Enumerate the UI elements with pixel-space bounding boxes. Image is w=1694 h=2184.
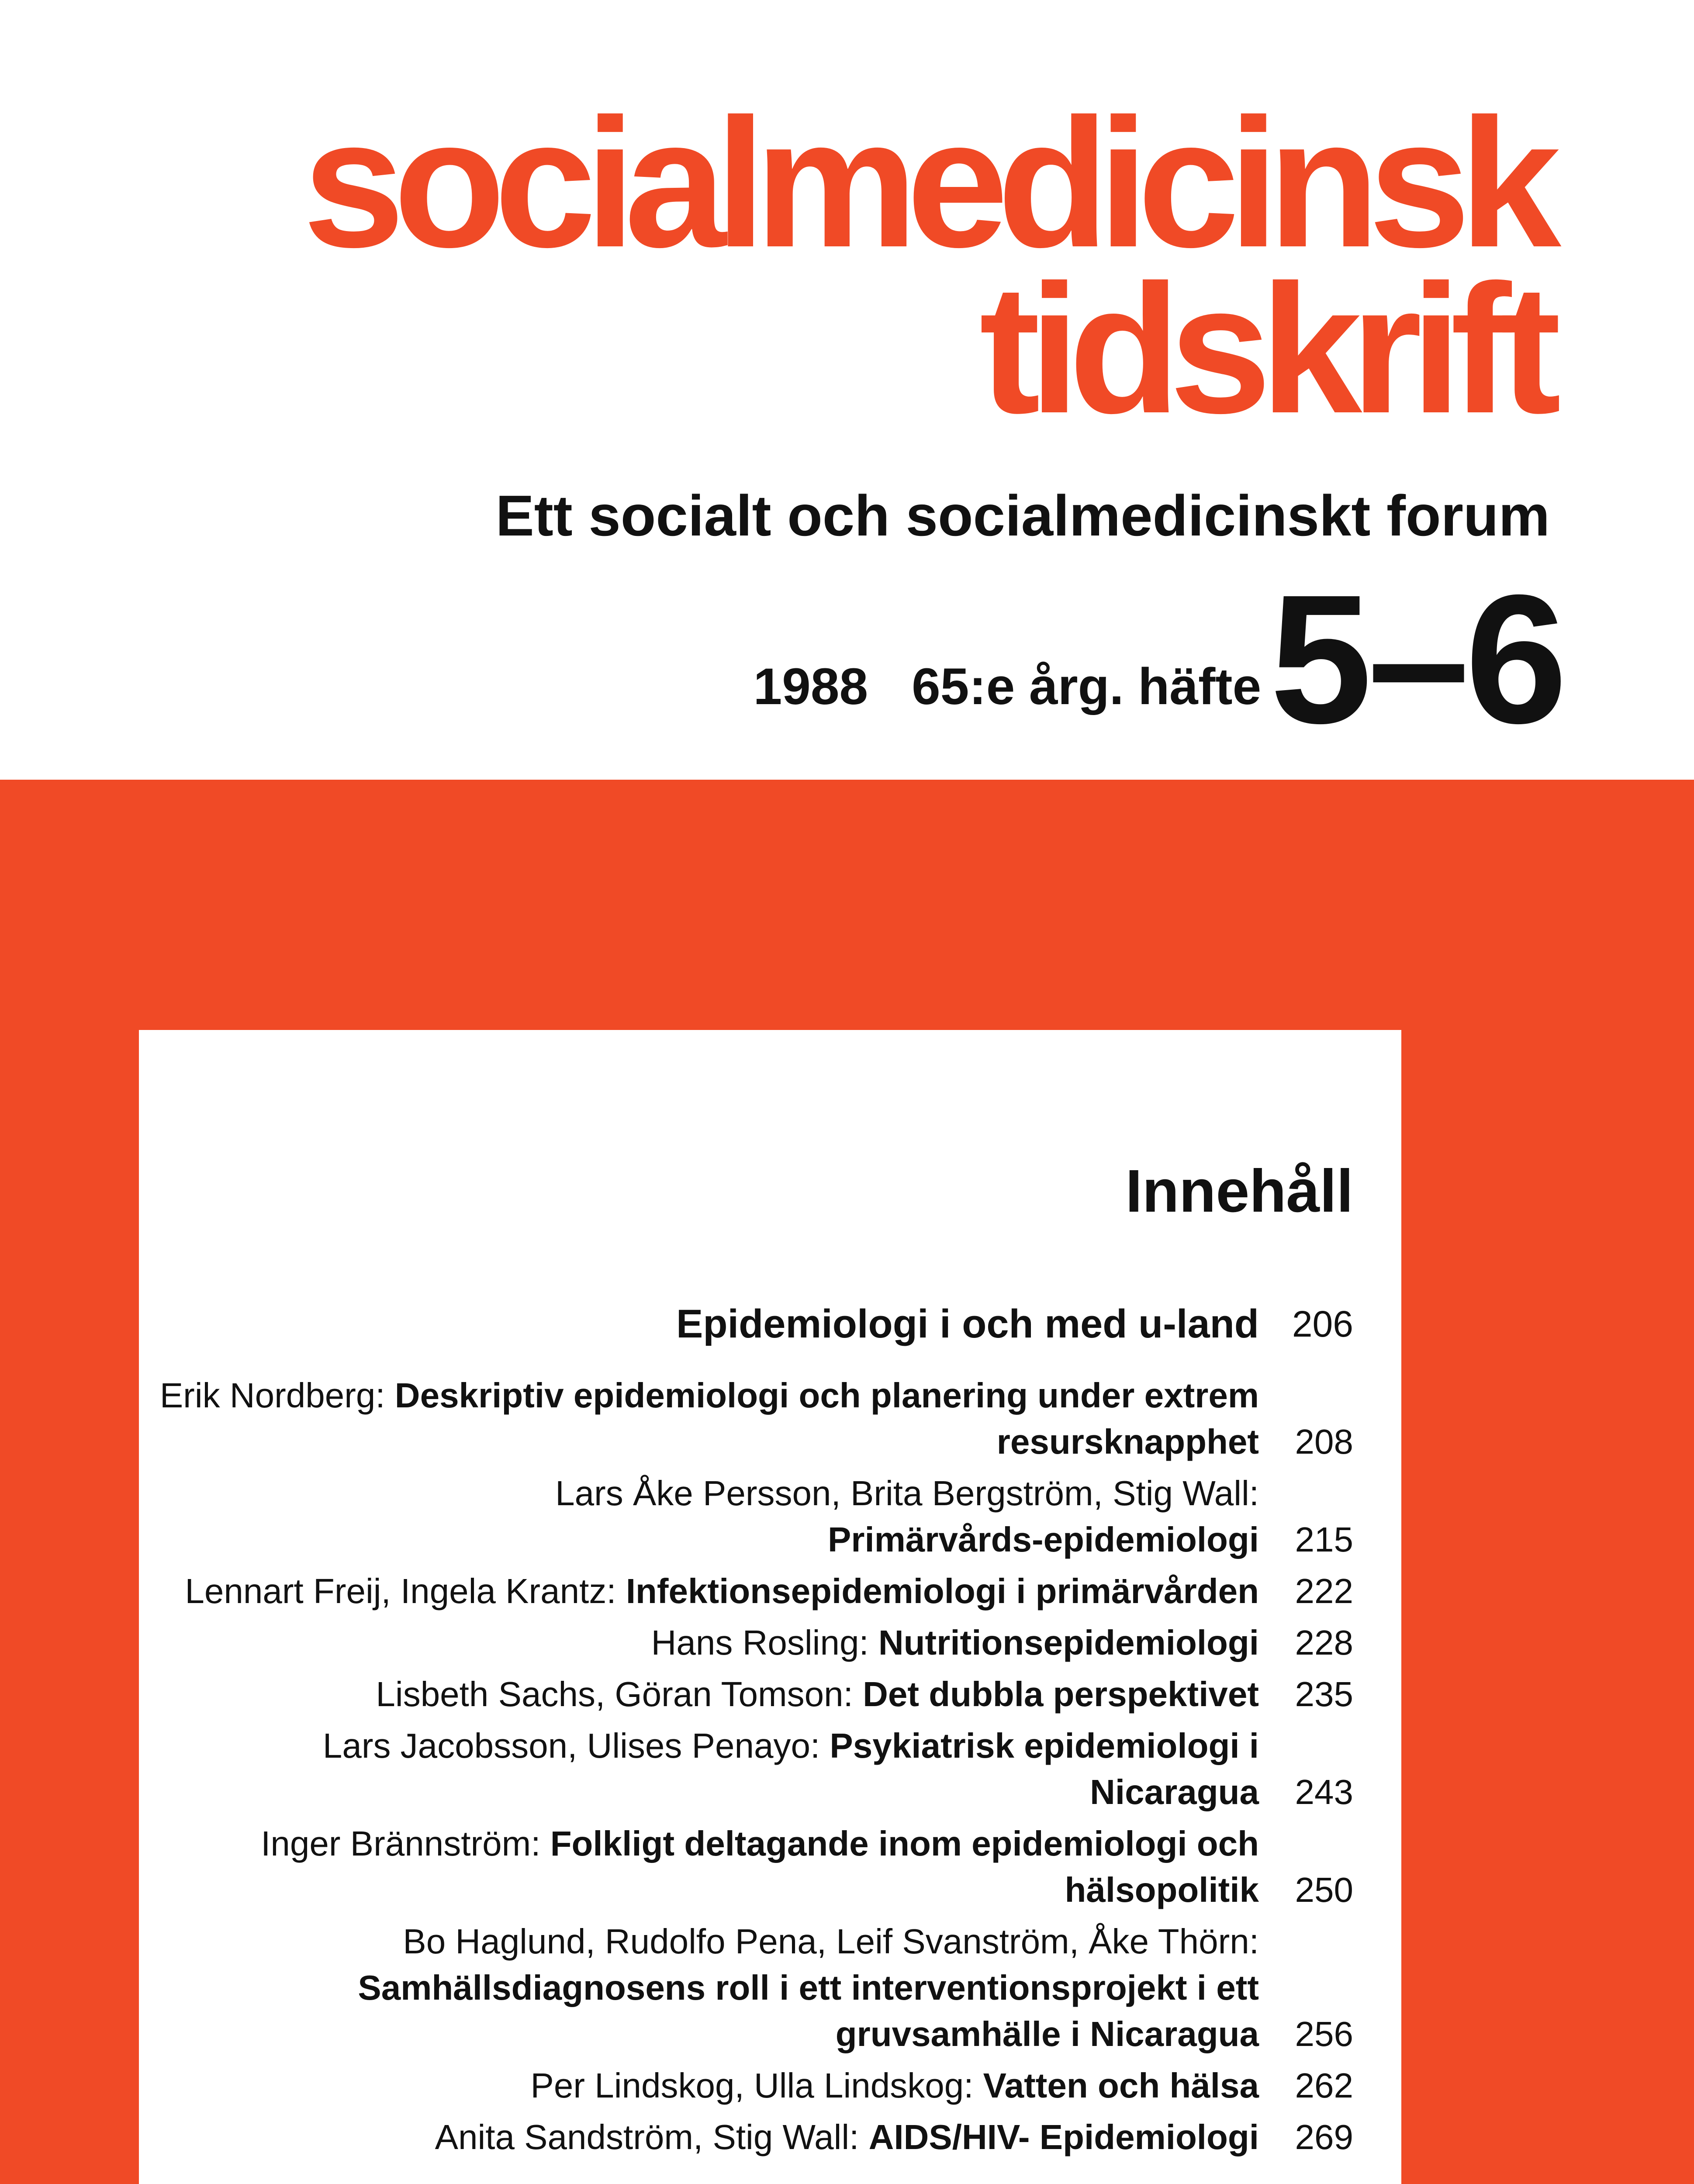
masthead-line-1: socialmedicinsk [303, 81, 1550, 286]
toc-entry-authors: Lennart Freij, Ingela Krantz: [185, 1572, 616, 1610]
toc-entry [139, 2114, 1401, 2160]
toc-entry [139, 1918, 1401, 2057]
toc-entry [139, 2063, 1401, 2109]
toc-entry [139, 1723, 1401, 1815]
toc-entry-title: Samhällsdiagnosens roll i ett interventionsprojekt i ett gruvsamhälle i Nicaragua [358, 1968, 1259, 2053]
toc-entry-title: Deskriptiv epidemiologi och planering under extrem resursknapphet [394, 1376, 1259, 1461]
toc-entry-authors: Bo Haglund, Rudolfo Pena, Leif Svanström, Åke Thörn: [403, 1922, 1259, 1961]
toc-heading: Innehåll [1125, 1158, 1353, 1225]
toc-entry-page: 262 [1295, 2066, 1353, 2105]
table-of-contents [139, 1030, 1401, 2184]
toc-entry-page: 256 [1295, 2015, 1353, 2053]
toc-entry-authors: Lars Åke Persson, Brita Bergström, Stig Wall: [555, 1474, 1259, 1513]
toc-entry-authors: Lars Jacobsson, Ulises Penayo: [322, 1726, 820, 1765]
toc-entry-page: 243 [1295, 1773, 1353, 1811]
toc-list [139, 1301, 1401, 2161]
issue-info [753, 557, 1563, 762]
toc-entry-title: Infektionsepidemiologi i primärvården [626, 1572, 1259, 1610]
toc-entry-title: Psykiatrisk epidemiologi i Nicaragua [830, 1726, 1259, 1811]
toc-entry-authors: Inger Brännström: [261, 1824, 541, 1863]
toc-entry-authors: Per Lindskog, Ulla Lindskog: [530, 2066, 974, 2105]
toc-entry-page: 215 [1295, 1520, 1353, 1559]
toc-entry [139, 1372, 1401, 1465]
toc-entry-title: Nutritionsepidemiologi [878, 1623, 1259, 1662]
toc-entry-page: 208 [1295, 1422, 1353, 1461]
toc-entry [139, 1470, 1401, 1563]
toc-entry-authors: Lisbeth Sachs, Göran Tomson: [376, 1675, 853, 1714]
toc-entry [139, 1620, 1401, 1666]
toc-entry-title: AIDS/HIV- Epidemiologi [868, 2118, 1259, 2156]
toc-entry-title: Folkligt deltagande inom epidemiologi och hälsopolitik [550, 1824, 1259, 1909]
toc-entry-page: 228 [1295, 1623, 1353, 1662]
toc-entry-title: Primärvårds-epidemiologi [828, 1520, 1259, 1559]
toc-entry-page: 269 [1295, 2118, 1353, 2156]
issue-year: 1988 [753, 658, 868, 715]
toc-entry-title: Det dubbla perspektivet [863, 1675, 1259, 1714]
toc-entry [139, 1671, 1401, 1717]
toc-entry-authors: Hans Rosling: [651, 1623, 869, 1662]
toc-entry-page: 250 [1295, 1870, 1353, 1909]
journal-tagline: Ett socialt och socialmedicinskt forum [495, 484, 1550, 548]
toc-entry [139, 1821, 1401, 1913]
toc-entry-authors: Erik Nordberg: [159, 1376, 385, 1415]
toc-section-row [139, 1301, 1401, 1347]
toc-entry-page: 235 [1295, 1675, 1353, 1714]
issue-volume: 65:e årg. häfte [912, 658, 1262, 715]
issue-number: 5–6 [1270, 557, 1563, 762]
toc-section-page: 206 [1292, 1303, 1353, 1344]
masthead-line-2: tidskrift [979, 247, 1550, 452]
toc-entry [139, 1568, 1401, 1614]
toc-entry-authors: Anita Sandström, Stig Wall: [435, 2118, 859, 2156]
toc-section-title: Epidemiologi i och med u-land [676, 1302, 1259, 1346]
toc-entry-page: 222 [1295, 1572, 1353, 1610]
toc-entry-title: Vatten och hälsa [983, 2066, 1259, 2105]
journal-masthead [303, 81, 1550, 452]
